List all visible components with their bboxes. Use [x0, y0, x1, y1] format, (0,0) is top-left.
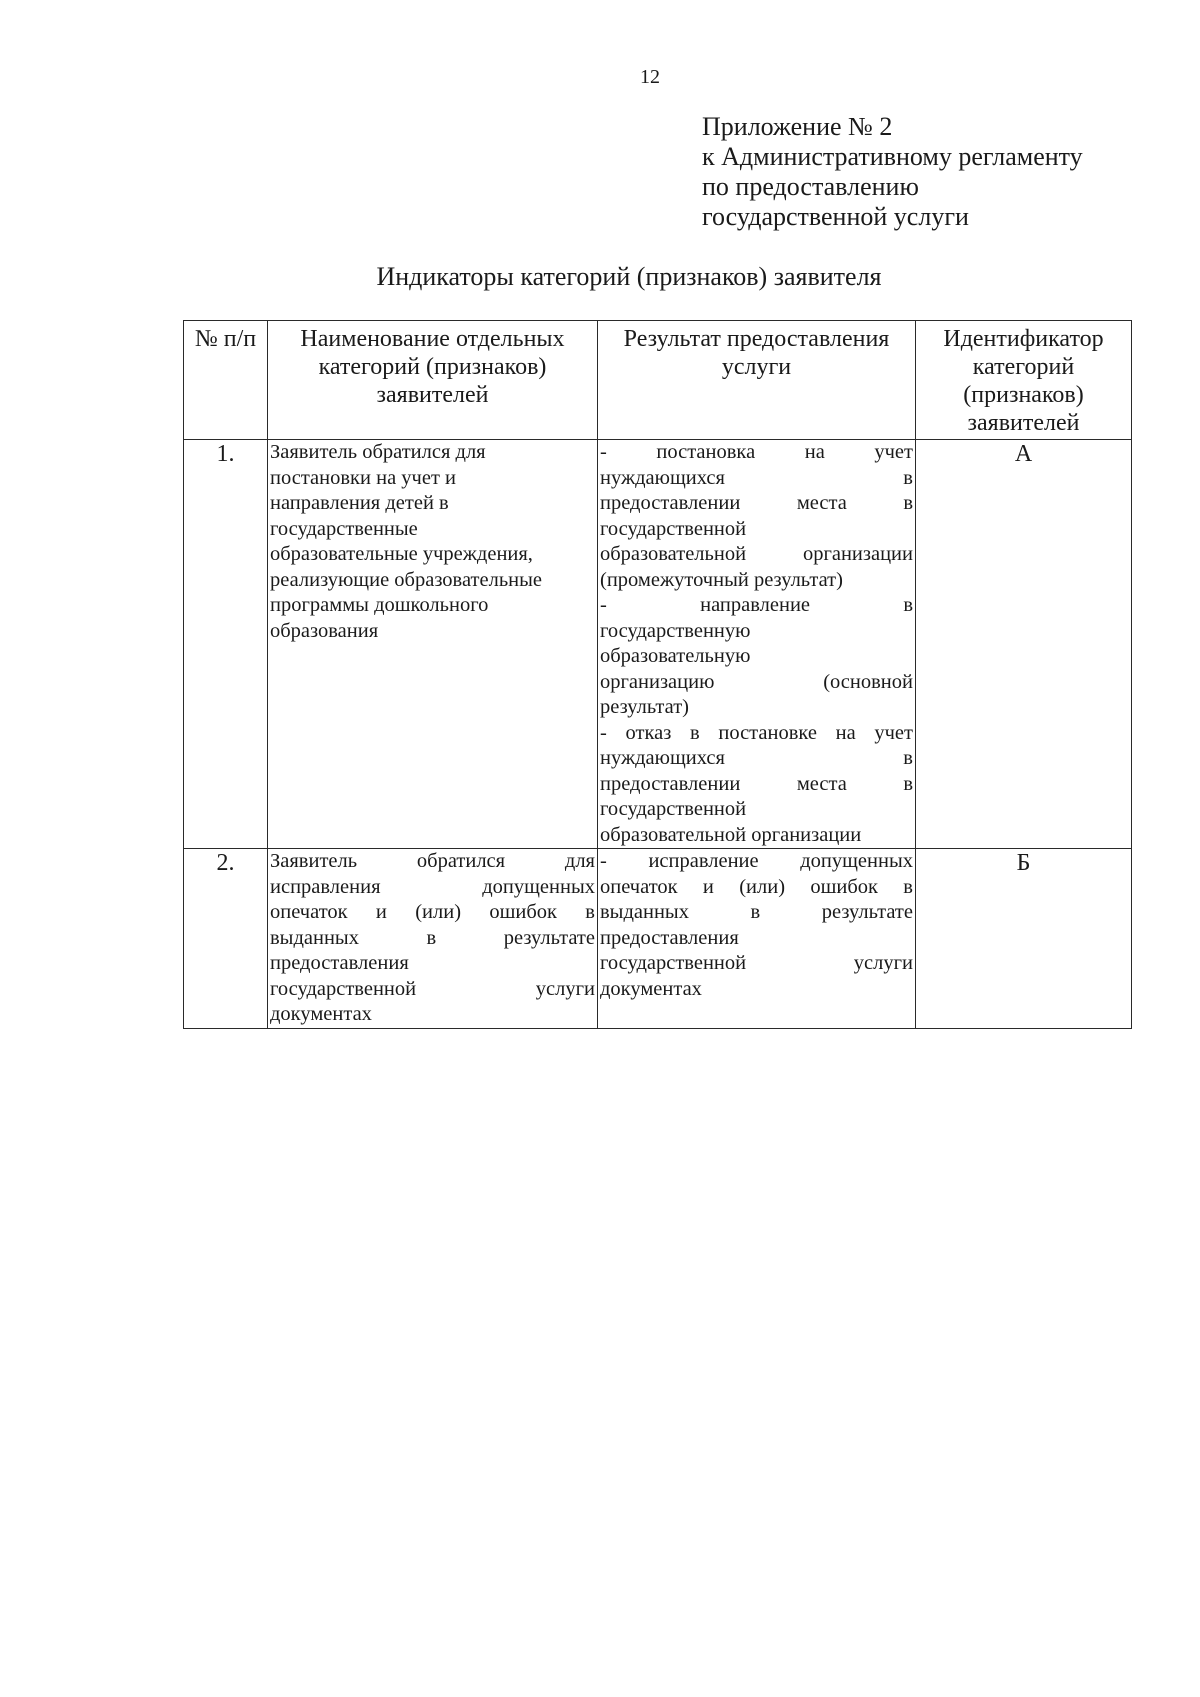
header-category-name: Наименование отдельных категорий (признаков) заявителей: [268, 321, 598, 440]
header-identifier: Идентификатор категорий (признаков) заявителей: [916, 321, 1132, 440]
result-line: предоставлении места в: [600, 492, 913, 514]
name-line: программы дошкольного: [270, 594, 489, 616]
name-line: Заявитель обратился для: [270, 441, 486, 463]
appendix-line: Приложение № 2: [702, 112, 893, 141]
name-line: образования: [270, 619, 379, 642]
result-line: образовательной организации: [600, 823, 862, 846]
name-line: предоставления: [270, 952, 409, 974]
result-line: нуждающихся в: [600, 466, 913, 489]
name-line: выданных в результате: [270, 926, 595, 949]
table-row: [184, 440, 1132, 849]
result-line: выданных в результате: [600, 901, 913, 923]
result-line: государственной: [600, 517, 747, 540]
name-line: документах: [270, 1003, 372, 1025]
row-result: [598, 440, 916, 849]
row-identifier: Б: [916, 849, 1132, 1029]
result-line: - отказ в постановке на учет: [600, 721, 913, 744]
result-line: нуждающихся в: [600, 747, 913, 769]
result-line: государственной услуги: [600, 952, 913, 974]
row-number: 1.: [184, 440, 268, 849]
table-row: [184, 849, 1132, 1029]
result-line: государственную: [600, 619, 751, 642]
appendix-line: по предоставлению: [702, 172, 919, 201]
result-line: государственной: [600, 798, 747, 820]
name-line: исправления допущенных: [270, 875, 595, 898]
result-line: опечаток и (или) ошибок в: [600, 875, 913, 898]
result-line: образовательную: [600, 645, 751, 667]
result-line: образовательной организации: [600, 543, 913, 565]
result-line: предоставления: [600, 926, 739, 949]
name-line: постановки на учет и: [270, 466, 457, 489]
row-identifier: А: [916, 440, 1132, 849]
result-line: - исправление допущенных: [600, 850, 913, 872]
name-line: реализующие образовательные: [270, 568, 543, 591]
row-result: [598, 849, 916, 1029]
document-title: Индикаторы категорий (признаков) заявителя: [376, 262, 882, 291]
appendix-header: [702, 112, 1083, 232]
result-line: результат): [600, 696, 689, 718]
name-line: опечаток и (или) ошибок в: [270, 901, 595, 923]
table-header-row: [184, 321, 1132, 440]
header-result: Результат предоставления услуги: [598, 321, 916, 440]
name-line: образовательные учреждения,: [270, 543, 533, 565]
name-line: направления детей в: [270, 492, 449, 514]
result-line: документах: [600, 977, 702, 1000]
result-line: (промежуточный результат): [600, 568, 843, 591]
row-category-name: [268, 440, 598, 849]
page-number: 12: [640, 66, 660, 88]
appendix-line: государственной услуги: [702, 202, 969, 231]
indicators-table: [183, 320, 1132, 1029]
result-line: - направление в: [600, 594, 913, 616]
name-line: Заявитель обратился для: [270, 850, 595, 872]
result-line: организацию (основной: [600, 670, 913, 693]
result-line: - постановка на учет: [600, 441, 913, 463]
result-line: предоставлении места в: [600, 772, 913, 795]
name-line: государственные: [270, 517, 418, 540]
name-line: государственной услуги: [270, 977, 595, 1000]
row-category-name: [268, 849, 598, 1029]
appendix-line: к Административному регламенту: [702, 142, 1083, 171]
header-number: № п/п: [184, 321, 268, 440]
row-number: 2.: [184, 849, 268, 1029]
